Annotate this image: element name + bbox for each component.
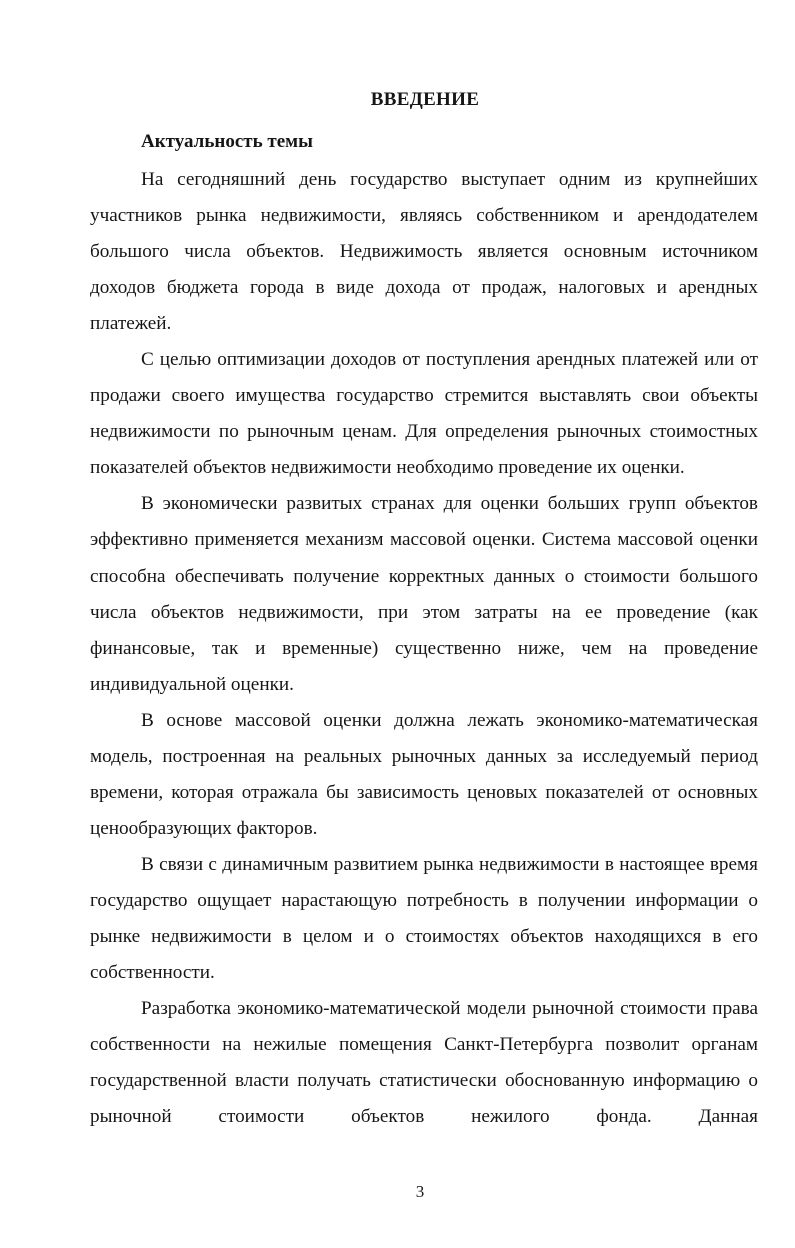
- page-number: 3: [415, 1182, 425, 1201]
- body-text: [90, 162, 758, 1135]
- section-subheading: Актуальность темы: [141, 131, 313, 152]
- paragraph-2: С целью оптимизации доходов от поступления арендных платежей или от продажи своего имущества государство стремится выставлять свои объекты недвижимости по рыночным ценам. Для определения рыночных стоимостных показателей объектов недвижимости необходимо проведение их оценки.: [90, 349, 758, 479]
- paragraph-5: В связи с динамичным развитием рынка недвижимости в настоящее время государство ощущает нарастающую потребность в получении информации о рынке недвижимости в целом и о стоимостях объектов находящихся в его собственности.: [90, 853, 758, 984]
- paragraph-4: В основе массовой оценки должна лежать экономико-математическая модель, построенная на реальных рыночных данных за исследуемый период времени, которая отражала бы зависимость ценовых показателей от основных ценообразующих факторов.: [90, 709, 758, 839]
- paragraph-3: В экономически развитых странах для оценки больших групп объектов эффективно применяется механизм массовой оценки. Система массовой оценки способна обеспечивать получение корректных данных о стоимости большого числа объектов недвижимости, при этом затраты на ее проведение (как финансовые, так и временные) существенно ниже, чем на проведение индивидуальной оценки.: [90, 493, 758, 695]
- paragraph-6: Разработка экономико-математической модели рыночной стоимости права собственности на нежилые помещения Санкт-Петербурга позволит органам государственной власти получать статистически обоснованную информацию о рыночной стоимости объектов нежилого фонда. Данная: [90, 998, 758, 1128]
- page-title: ВВЕДЕНИЕ: [370, 89, 480, 110]
- paragraph-1: На сегодняшний день государство выступает одним из крупнейших участников рынка недвижимости, являясь собственником и арендодателем большого числа объектов. Недвижимость является основным источником доходов бюджета города в виде дохода от продаж, налоговых и арендных платежей.: [90, 169, 758, 335]
